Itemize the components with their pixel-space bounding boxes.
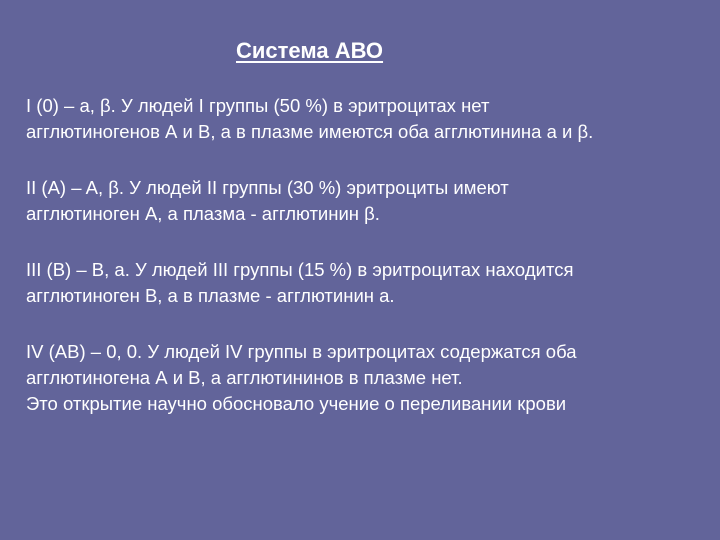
group-2-line-1: II (A) – A, β. У людей II группы (30 %) эритроциты имеют (26, 177, 509, 198)
group-3-line-2: агглютиноген В, а в плазме - агглютинин a. (26, 285, 395, 306)
group-4-line-1: IV (AB) – 0, 0. У людей IV группы в эритроцитах содержатся оба (26, 341, 577, 362)
slide-title: Система АВО (236, 38, 384, 63)
paragraph-spacer (26, 227, 716, 257)
group-4-line-2: агглютиногена А и В, а агглютининов в плазме нет. (26, 367, 463, 388)
paragraph-spacer (26, 309, 716, 339)
conclusion-line: Это открытие научно обосновало учение о переливании крови (26, 393, 567, 414)
group-3-line-1: III (B) – B, a. У людей III группы (15 %) в эритроцитах находится (26, 259, 574, 280)
group-2-line-2: агглютиноген А, а плазма - агглютинин β. (26, 203, 380, 224)
group-1-line-2: агглютиногенов А и В, а в плазме имеются оба агглютинина a и β. (26, 121, 594, 142)
slide-body (26, 93, 716, 417)
paragraph-spacer (26, 145, 716, 175)
group-1-line-1: I (0) – a, β. У людей I группы (50 %) в эритроцитах нет (26, 95, 490, 116)
